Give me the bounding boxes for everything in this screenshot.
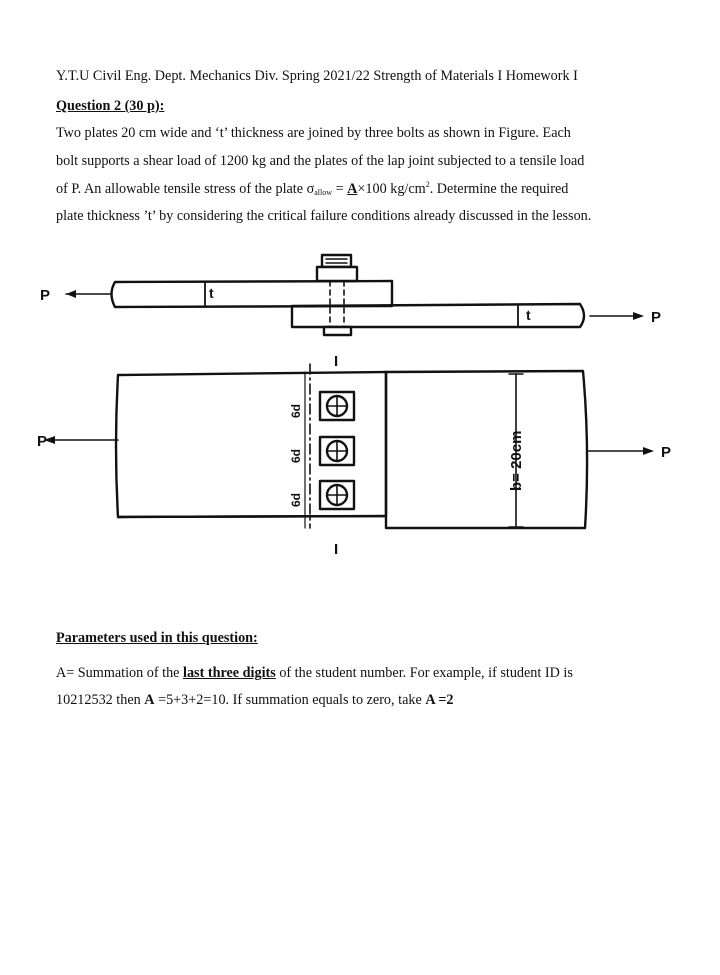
section-label-top: I [334,353,339,370]
bolt-3-plan [320,481,354,509]
param-text-b: of the student number. For example, if student ID is [275,665,573,681]
line3-text-c: ×100 kg/cm [357,181,426,197]
lap-joint-figure [0,240,720,570]
bolt-nut-bottom [324,327,351,335]
thickness-label-top: t [209,285,214,301]
thickness-label-bottom: t [526,307,531,323]
question-line-1: Two plates 20 cm wide and ‘t’ thickness are joined by three bolts as shown in Figure. Each [56,125,571,141]
load-label-left-plan: P [37,433,48,450]
bolt-2-plan [320,437,354,465]
param-text-e: =2 [434,692,454,708]
bolt-1-plan [320,392,354,420]
bottom-plate-plan [386,371,587,528]
parameter-a: A [347,181,358,197]
param-a-1: A [144,692,155,708]
question-heading: Question 2 (30 p): [56,98,165,114]
line3-text-d: . Determine the required [429,181,569,197]
spacing-label-3: 6d [289,492,303,507]
width-label: b= 20cm [508,430,525,491]
parameters-line-2 [56,692,454,709]
bolt-washer [317,267,357,281]
param-text-d: =5+3+2=10. If summation equals to zero, take [154,692,426,708]
param-text-c: 10212532 then [56,692,145,708]
param-a-2: A [425,692,435,708]
bolt-head [322,255,351,267]
question-line-2: bolt supports a shear load of 1200 kg and the plates of the lap joint subjected to a tensile load [56,153,585,169]
unit-superscript: 2 [425,180,430,189]
line3-text-b: = [332,181,348,197]
sigma-subscript: allow [314,188,333,197]
parameters-heading: Parameters used in this question: [56,630,258,646]
question-line-4: plate thickness ’t’ by considering the critical failure conditions already discussed in the lesson. [56,208,592,224]
load-label-left-side: P [40,287,51,304]
document-header: Y.T.U Civil Eng. Dept. Mechanics Div. Spring 2021/22 Strength of Materials I Homework I [56,68,578,84]
section-label-bottom: I [334,541,339,558]
top-plate-side [112,281,393,307]
line3-text-a: of P. An allowable tensile stress of the plate σ [56,181,315,197]
spacing-label-2: 6d [289,448,303,463]
last-three-digits: last three digits [183,665,276,681]
parameters-line-1 [56,665,573,682]
param-text-a: A= Summation of the [56,665,184,681]
spacing-label-1: 6d [289,403,303,418]
bottom-plate-side [292,304,584,327]
load-label-right-side: P [651,309,662,326]
question-line-3 [56,180,568,198]
load-label-right-plan: P [661,444,672,461]
